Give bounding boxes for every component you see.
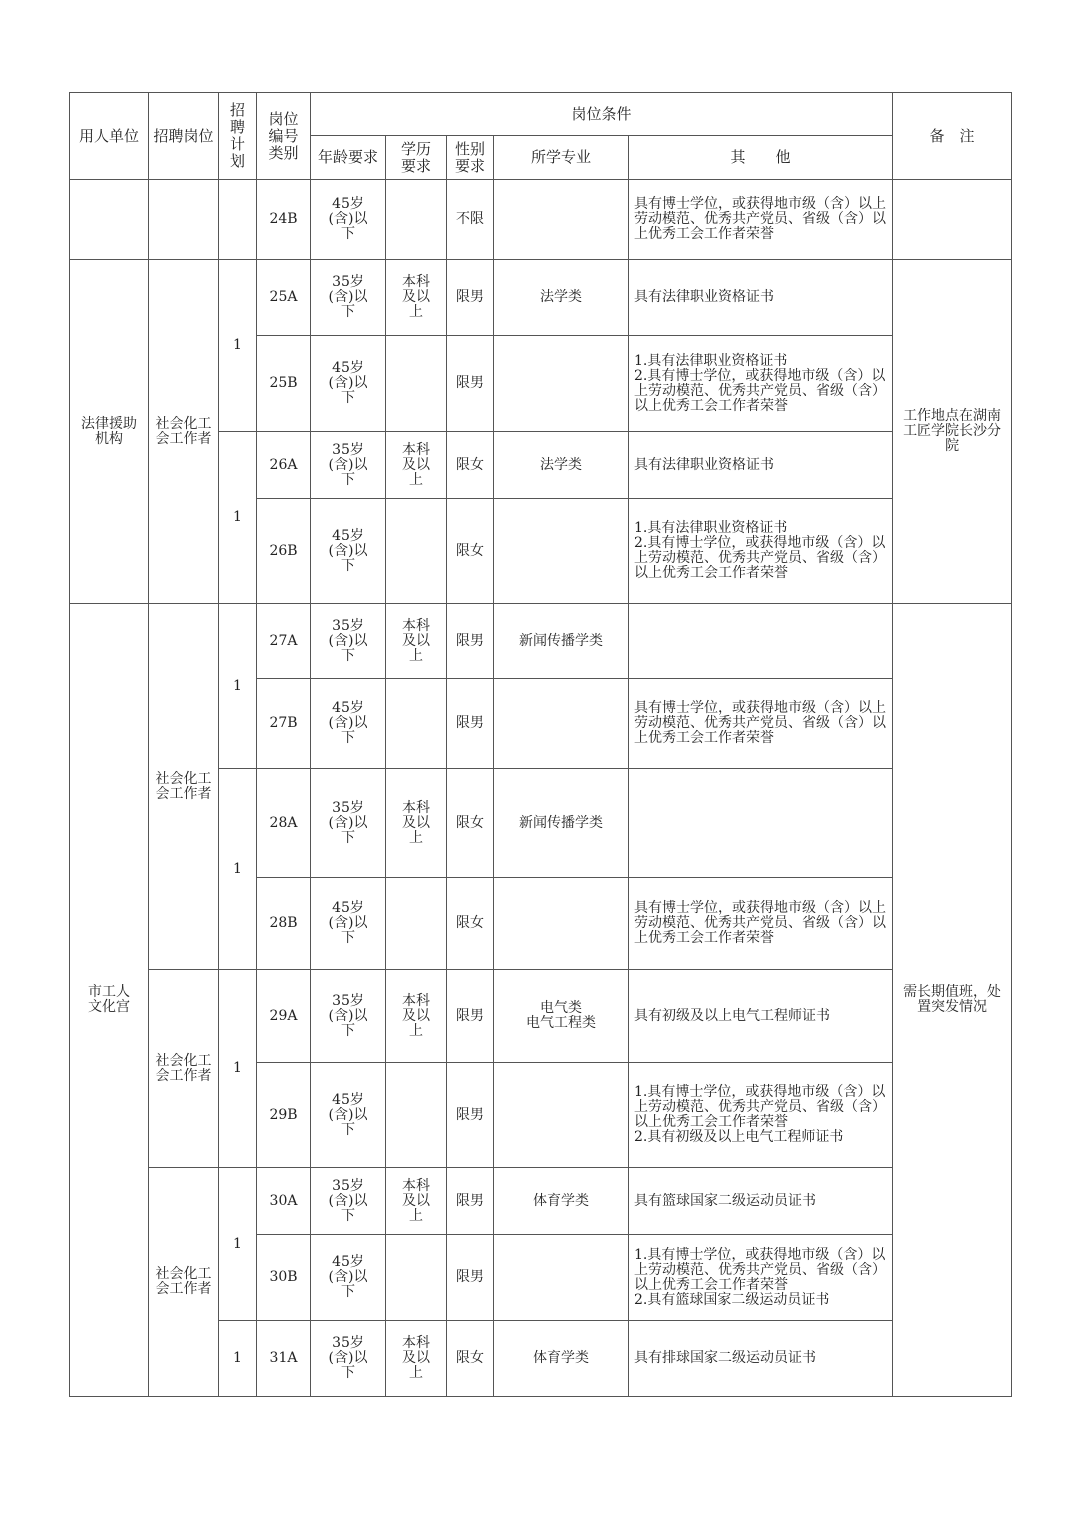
age-cell: 35岁(含)以下	[311, 1321, 386, 1397]
gender-cell: 不限	[447, 180, 494, 260]
major-cell	[494, 1235, 629, 1321]
gender-cell: 限男	[447, 604, 494, 679]
table-row	[70, 1168, 1012, 1235]
age-cell: 35岁(含)以下	[311, 432, 386, 499]
header-other: 其 他	[629, 136, 893, 180]
code-cell: 30B	[257, 1235, 311, 1321]
major-cell: 体育学类	[494, 1168, 629, 1235]
edu-cell	[386, 1063, 447, 1168]
age-cell: 35岁(含)以下	[311, 260, 386, 336]
other-cell: 1.具有法律职业资格证书 2.具有博士学位，或获得地市级（含）以上劳动模范、优秀共产党员、省级（含）以上优秀工会工作者荣誉	[629, 336, 893, 432]
code-cell: 26B	[257, 499, 311, 604]
edu-cell: 本科及以上	[386, 432, 447, 499]
gender-cell: 限男	[447, 679, 494, 769]
code-cell: 27A	[257, 604, 311, 679]
code-cell: 28A	[257, 769, 311, 878]
age-cell: 45岁(含)以下	[311, 499, 386, 604]
other-cell: 具有法律职业资格证书	[629, 432, 893, 499]
edu-cell	[386, 180, 447, 260]
header-post: 招聘岗位	[149, 93, 219, 180]
code-cell: 30A	[257, 1168, 311, 1235]
age-cell: 45岁(含)以下	[311, 180, 386, 260]
plan-cell	[219, 180, 257, 260]
code-cell: 25B	[257, 336, 311, 432]
other-cell: 1.具有法律职业资格证书 2.具有博士学位，或获得地市级（含）以上劳动模范、优秀共产党员、省级（含）以上优秀工会工作者荣誉	[629, 499, 893, 604]
other-cell: 具有初级及以上电气工程师证书	[629, 970, 893, 1063]
table-body	[70, 180, 1012, 1397]
gender-cell: 限女	[447, 769, 494, 878]
gender-cell: 限男	[447, 1235, 494, 1321]
gender-cell: 限女	[447, 878, 494, 970]
age-cell: 45岁(含)以下	[311, 679, 386, 769]
age-cell: 45岁(含)以下	[311, 878, 386, 970]
other-cell: 具有排球国家二级运动员证书	[629, 1321, 893, 1397]
plan-cell: 1	[219, 970, 257, 1168]
gender-cell: 限男	[447, 1063, 494, 1168]
code-cell: 31A	[257, 1321, 311, 1397]
gender-cell: 限男	[447, 970, 494, 1063]
major-cell: 法学类	[494, 432, 629, 499]
age-cell: 35岁(含)以下	[311, 604, 386, 679]
code-cell: 24B	[257, 180, 311, 260]
major-cell	[494, 679, 629, 769]
age-cell: 35岁(含)以下	[311, 1168, 386, 1235]
major-cell: 新闻传播学类	[494, 604, 629, 679]
edu-cell: 本科及以上	[386, 260, 447, 336]
major-cell: 电气类 电气工程类	[494, 970, 629, 1063]
header-gender: 性别要求	[447, 136, 494, 180]
other-cell: 1.具有博士学位，或获得地市级（含）以上劳动模范、优秀共产党员、省级（含）以上优秀工会工作者荣誉 2.具有初级及以上电气工程师证书	[629, 1063, 893, 1168]
other-cell	[629, 769, 893, 878]
table-row	[70, 180, 1012, 260]
gender-cell: 限女	[447, 499, 494, 604]
plan-cell: 1	[219, 1168, 257, 1321]
header-major: 所学专业	[494, 136, 629, 180]
gender-cell: 限男	[447, 1168, 494, 1235]
major-cell	[494, 336, 629, 432]
major-cell	[494, 180, 629, 260]
edu-cell	[386, 679, 447, 769]
major-cell: 法学类	[494, 260, 629, 336]
other-cell: 具有篮球国家二级运动员证书	[629, 1168, 893, 1235]
major-cell: 新闻传播学类	[494, 769, 629, 878]
header-age: 年龄要求	[311, 136, 386, 180]
code-cell: 28B	[257, 878, 311, 970]
age-cell: 35岁(含)以下	[311, 769, 386, 878]
header-conditions: 岗位条件	[311, 93, 893, 136]
plan-cell: 1	[219, 769, 257, 970]
age-cell: 45岁(含)以下	[311, 1235, 386, 1321]
other-cell: 1.具有博士学位，或获得地市级（含）以上劳动模范、优秀共产党员、省级（含）以上优秀工会工作者荣誉 2.具有篮球国家二级运动员证书	[629, 1235, 893, 1321]
edu-cell: 本科及以上	[386, 970, 447, 1063]
plan-cell: 1	[219, 432, 257, 604]
edu-cell: 本科及以上	[386, 1321, 447, 1397]
gender-cell: 限男	[447, 260, 494, 336]
gender-cell: 限女	[447, 432, 494, 499]
code-cell: 26A	[257, 432, 311, 499]
table-row	[70, 260, 1012, 336]
unit-culture: 市工人文化宫	[70, 604, 149, 1397]
edu-cell	[386, 499, 447, 604]
post-culture-a: 社会化工会工作者	[149, 604, 219, 970]
edu-cell	[386, 878, 447, 970]
edu-cell: 本科及以上	[386, 769, 447, 878]
major-cell: 体育学类	[494, 1321, 629, 1397]
other-cell: 具有博士学位，或获得地市级（含）以上劳动模范、优秀共产党员、省级（含）以上优秀工会工作者荣誉	[629, 679, 893, 769]
edu-cell: 本科及以上	[386, 1168, 447, 1235]
age-cell: 45岁(含)以下	[311, 1063, 386, 1168]
post-culture-b: 社会化工会工作者	[149, 970, 219, 1168]
recruitment-table	[69, 92, 1012, 1397]
code-cell: 25A	[257, 260, 311, 336]
edu-cell: 本科及以上	[386, 604, 447, 679]
major-cell	[494, 499, 629, 604]
header-edu: 学历要求	[386, 136, 447, 180]
unit-legal: 法律援助机构	[70, 260, 149, 604]
table-row	[70, 604, 1012, 679]
other-cell: 具有博士学位，或获得地市级（含）以上劳动模范、优秀共产党员、省级（含）以上优秀工会工作者荣誉	[629, 878, 893, 970]
post-culture-c: 社会化工会工作者	[149, 1168, 219, 1397]
other-cell: 具有法律职业资格证书	[629, 260, 893, 336]
major-cell	[494, 1063, 629, 1168]
gender-cell: 限女	[447, 1321, 494, 1397]
table-row	[70, 970, 1012, 1063]
plan-cell: 1	[219, 604, 257, 769]
edu-cell	[386, 1235, 447, 1321]
code-cell: 29B	[257, 1063, 311, 1168]
remarks-culture: 需长期值班，处置突发情况	[893, 604, 1012, 1397]
gender-cell: 限男	[447, 336, 494, 432]
age-cell: 35岁(含)以下	[311, 970, 386, 1063]
plan-cell: 1	[219, 1321, 257, 1397]
header-unit: 用人单位	[70, 93, 149, 180]
other-cell	[629, 604, 893, 679]
other-cell: 具有博士学位，或获得地市级（含）以上劳动模范、优秀共产党员、省级（含）以上优秀工会工作者荣誉	[629, 180, 893, 260]
edu-cell	[386, 336, 447, 432]
code-cell: 27B	[257, 679, 311, 769]
remarks-legal: 工作地点在湖南工匠学院长沙分院	[893, 260, 1012, 604]
header-code: 岗位编号类别	[257, 93, 311, 180]
plan-cell: 1	[219, 260, 257, 432]
major-cell	[494, 878, 629, 970]
header-remarks: 备 注	[893, 93, 1012, 180]
age-cell: 45岁(含)以下	[311, 336, 386, 432]
header-plan: 招聘计划	[219, 93, 257, 180]
code-cell: 29A	[257, 970, 311, 1063]
post-legal: 社会化工会工作者	[149, 260, 219, 604]
